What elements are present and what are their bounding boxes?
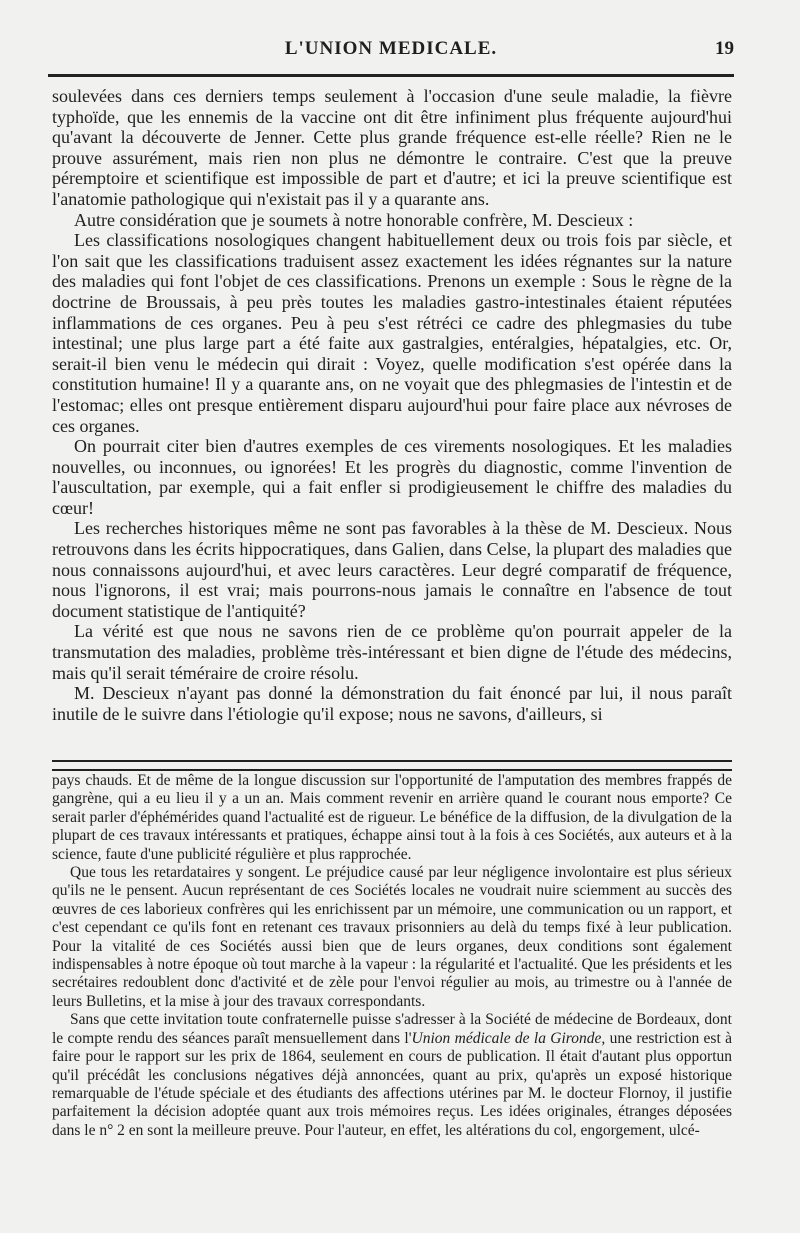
feuilleton-divider	[52, 760, 732, 771]
journal-name: Union médicale de la Gironde,	[411, 1029, 606, 1047]
main-article	[52, 86, 732, 724]
feuilleton-paragraph	[52, 1011, 732, 1140]
article-paragraph: Les classifications nosologiques changent habituellement deux ou trois fois par siècle, et l'on sait que les classifications traduisent assez exactement les idées régnantes sur la nature des maladies qui font l'objet de ces classifications. Prenons un exemple : Sous le règne de la doctrine de Broussais, à peu près toutes les maladies gastro-intestinales étaient réputées inflammations de ces organes. Peu à peu s'est rétréci ce cadre des phlegmasies du tube intestinal; une plus large part a été faite aux gastralgies, entéralgies, hépatalgies, etc. Or, serait-il bien venu le médecin qui dirait : Voyez, quelle modification s'est opérée dans la constitution humaine! Il y a quarante ans, on ne voyait que des phlegmasies de l'intestin et de l'estomac; elles ont presque entièrement disparu aujourd'hui pour faire place aux névroses de ces organes.	[52, 230, 732, 436]
journal-title: L'UNION MEDICALE.	[284, 38, 498, 59]
article-paragraph: Les recherches historiques même ne sont pas favorables à la thèse de M. Descieux. Nous retrouvons dans les écrits hippocratiques, dans Galien, dans Celse, la plupart des maladies que nous connaissons aujourd'hui, et avec leurs caractères. Leur degré comparatif de fréquence, nous l'ignorons, il est vrai; mais pourrons-nous jamais le connaître en l'absence de tout document statistique de l'antiquité?	[52, 518, 732, 621]
page-header	[48, 38, 734, 68]
feuilleton-article	[52, 772, 732, 1140]
page-number: 19	[715, 38, 734, 59]
article-paragraph: On pourrait citer bien d'autres exemples de ces virements nosologiques. Et les maladies nouvelles, ou inconnues, ou ignorées! Et les progrès du diagnostic, comme l'invention de l'auscultation, par exemple, qui a fait enfler si prodigieusement le chiffre des maladies du cœur!	[52, 436, 732, 518]
article-paragraph: La vérité est que nous ne savons rien de ce problème qu'on pourrait appeler de la transmutation des maladies, problème très-intéressant et bien digne de l'étude des médecins, mais qu'il serait téméraire de croire résolu.	[52, 621, 732, 683]
article-paragraph: M. Descieux n'ayant pas donné la démonstration du fait énoncé par lui, il nous paraît inutile de le suivre dans l'étiologie qu'il expose; nous ne savons, d'ailleurs, si	[52, 683, 732, 724]
feuilleton-paragraph: pays chauds. Et de même de la longue discussion sur l'opportunité de l'amputation des membres frappés de gangrène, qui a eu lieu il y a un an. Mais comment revenir en arrière quand le courant nous emporte? Ce serait parler d'éphémérides quand l'actualité est de rigueur. Le bénéfice de la diffusion, de la divulgation de la plupart de ces travaux intéressants et pratiques, échappe ainsi tout à la fois à ces Sociétés, aux auteurs et à la science, faute d'une publicité régulière et plus rapprochée.	[52, 772, 732, 863]
feuilleton-paragraph: Que tous les retardataires y songent. Le préjudice causé par leur négligence involontaire est plus sérieux qu'ils ne le pensent. Aucun représentant de ces Sociétés locales ne voudrait nuire sciemment au succès des œuvres de ces laborieux confrères qui les enrichissent par un mémoire, une communication ou un rapport, et c'est cependant ce qu'ils font en retenant ces travaux prisonniers au delà du temps fixé à leur publication. Pour la vitalité de ces Sociétés aussi bien que de leurs organes, deux conditions sont également indispensables à notre époque où tout marche à la vapeur : la régularité et l'actualité. Que les présidents et les secrétaires redoublent donc d'activité et de zèle pour l'envoi régulier au mois, au trimestre ou à l'année de leurs Bulletins, et la mise à jour des travaux correspondants.	[52, 864, 732, 1010]
article-paragraph: soulevées dans ces derniers temps seulement à l'occasion d'une seule maladie, la fièvre typhoïde, que les ennemis de la vaccine ont dit être infiniment plus fréquente aujourd'hui qu'avant la découverte de Jenner. Cette plus grande fréquence est-elle réelle? Rien ne le prouve assurément, mais rien non plus ne démontre le contraire. C'est que la preuve péremptoire et scientifique est impossible de part et d'autre; et ici la preuve scientifique est l'anatomie pathologique qui n'existait pas il y a quarante ans.	[52, 86, 732, 209]
paragraph-text: une restriction est à faire pour le rapport sur les prix de 1864, seulement en cours de publication. Il était d'autant plus opportun qu'il précédât les conclusions négatives déjà annoncées, quant au prix, qu'après un exposé historique remarquable de l'étude spéciale et des étudiants des affections utérines par M. le docteur Flornoy, il justifie parfaitement la décision adoptée quant aux trois mémoires reçus. Les idées originales, étranges déposées dans le n° 2 en sont la meilleure preuve. Pour l'auteur, en effet, les altérations du col, engorgement, ulcé-	[52, 1029, 732, 1139]
article-paragraph: Autre considération que je soumets à notre honorable confrère, M. Descieux :	[74, 209, 634, 230]
header-rule	[48, 74, 734, 77]
paragraph-text: Sans que cette invitation toute confraternelle puisse s'adresser à la Société de médecine de Bordeaux, dont le compte rendu des séances paraît mensuellement dans l'	[52, 1011, 732, 1047]
